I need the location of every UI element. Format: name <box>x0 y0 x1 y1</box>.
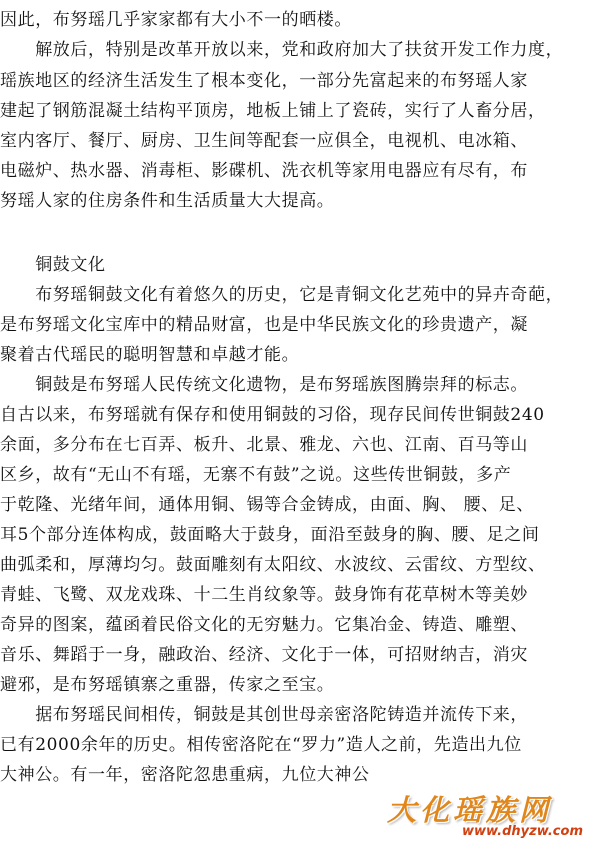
watermark-url: www.dhyzw.com <box>461 824 583 839</box>
text-line: 室内客厅、餐厅、厨房、卫生间等配套一应俱全，电视机、电冰箱、 <box>0 131 528 151</box>
section-heading: 铜鼓文化 <box>0 255 106 275</box>
text-line: 区乡，故有“无山不有瑶，无寨不有鼓”之说。这些传世铜鼓，多产 <box>0 465 512 485</box>
text-line: 据布努瑶民间相传，铜鼓是其创世母亲密洛陀铸造并流传下来， <box>0 705 528 725</box>
text-line: 大神公。有一年，密洛陀忽患重病，九位大神公 <box>0 765 370 785</box>
watermark-title: 大化瑶族网 <box>387 793 553 827</box>
text-line: 奇异的图案，蕴函着民俗文化的无穷魅力。它集冶金、铸造、雕塑、 <box>0 615 528 635</box>
text-line: 铜鼓是布努瑶人民传统文化遗物，是布努瑶族图腾崇拜的标志。 <box>0 375 528 395</box>
text-line: 建起了钢筋混凝土结构平顶房，地板上铺上了瓷砖，实行了人畜分居， <box>0 101 546 121</box>
text-line: 因此，布努瑶几乎家家都有大小不一的晒楼。 <box>0 10 352 30</box>
text-line: 余面，多分布在七百弄、板升、北景、雅龙、六也、江南、百马等山 <box>0 435 528 455</box>
text-line: 努瑶人家的住房条件和生活质量大大提高。 <box>0 191 335 211</box>
text-line: 已有2000余年的历史。相传密洛陀在“罗力”造人之前，先造出九位 <box>0 735 522 755</box>
text-line: 曲弧柔和，厚薄均匀。鼓面雕刻有太阳纹、水波纹、云雷纹、方型纹、 <box>0 555 546 575</box>
text-line: 于乾隆、光绪年间，通体用铜、锡等合金铸成，由面、胸、 腰、足、 <box>0 495 535 515</box>
text-line: 自古以来，布努瑶就有保存和使用铜鼓的习俗，现存民间传世铜鼓240 <box>0 405 545 425</box>
text-line: 聚着古代瑶民的聪明智慧和卓越才能。 <box>0 345 300 365</box>
text-line: 避邪，是布努瑶镇寨之重器，传家之至宝。 <box>0 675 335 695</box>
site-watermark <box>381 788 591 846</box>
text-line: 音乐、舞蹈于一身，融政治、经济、文化于一体，可招财纳吉，消灾 <box>0 645 528 665</box>
text-line: 解放后，特别是改革开放以来，党和政府加大了扶贫开发工作力度， <box>0 40 564 60</box>
text-line: 青蛙、飞鹭、双龙戏珠、十二生肖纹象等。鼓身饰有花草树木等美妙 <box>0 585 528 605</box>
text-line: 电磁炉、热水器、消毒柜、影碟机、洗衣机等家用电器应有尽有，布 <box>0 161 528 181</box>
text-line: 是布努瑶文化宝库中的精品财富，也是中华民族文化的珍贵遗产，凝 <box>0 315 528 335</box>
text-line: 耳5个部分连体构成，鼓面略大于鼓身，面沿至鼓身的胸、腰、足之间 <box>0 525 540 545</box>
text-line: 瑶族地区的经济生活发生了根本变化，一部分先富起来的布努瑶人家 <box>0 71 528 91</box>
text-line: 布努瑶铜鼓文化有着悠久的历史，它是青铜文化艺苑中的异卉奇葩， <box>0 285 564 305</box>
